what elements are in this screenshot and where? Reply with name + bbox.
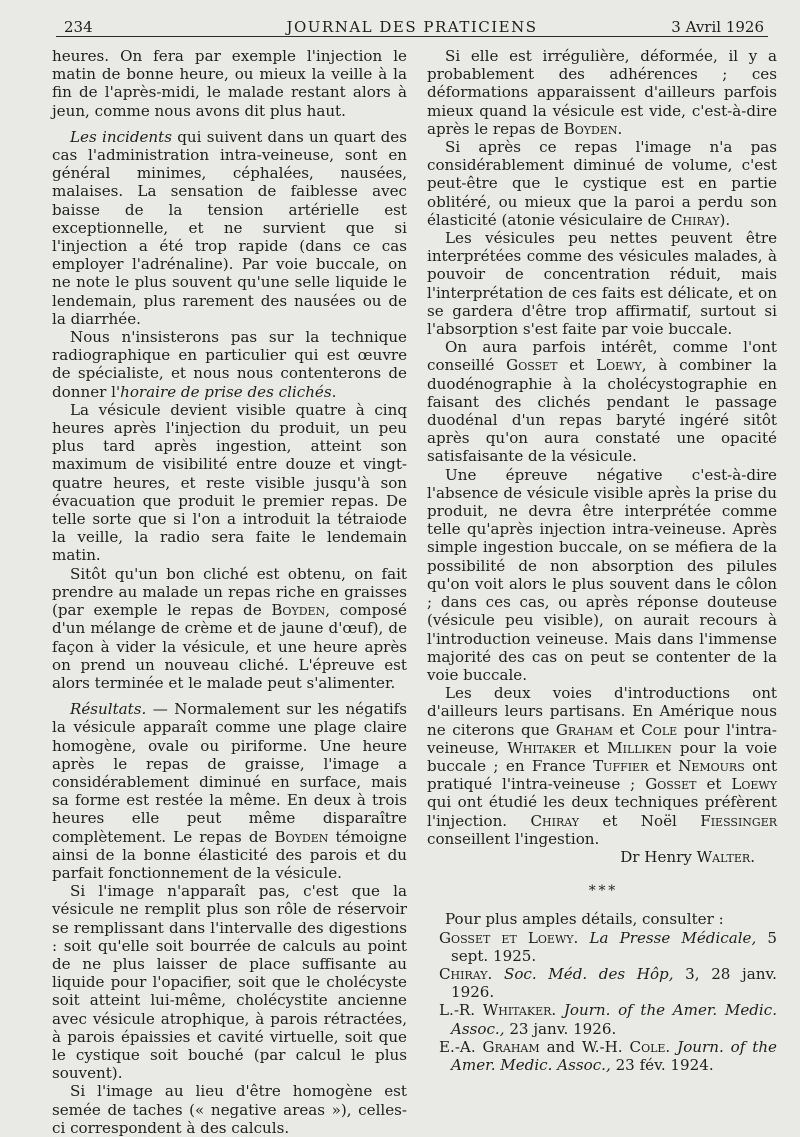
run-in-heading: Les incidents <box>70 127 172 146</box>
paragraph: Nous n'insisterons pas sur la technique radiographique en particulier qui est œuvre de spécialiste, et nous nous contenterons de donner l'horaire de prise des clichés. <box>52 328 407 401</box>
paragraph: Les vésicules peu nettes peuvent être interprétées comme des vésicules malades, à pouvoir de concentration réduit, mais l'interprétation de ces faits est délicate, et on se gardera d'être trop affirmatif, surtout si l'absorption s'est faite par voie buccale. <box>427 229 777 339</box>
paragraph: On aura parfois intérêt, comme l'ont conseillé Gosset et Loewy, à combiner la duodénographie à la cholécystographie en faisant des clichés pendant le passage duodénal d'un repas baryté ingéré sitôt après qu'on aura constaté une opacité satisfaisante de la vésicule. <box>427 338 778 466</box>
reference-item: E.-A. Graham and W.-H. Cole. Journ. of the Amer. Medic. Assoc., 23 fév. 1924. <box>439 1037 777 1074</box>
issue-date: 3 Avril 1926 <box>671 18 764 36</box>
paragraph: Les deux voies d'introductions ont d'ailleurs leurs partisans. En Amérique nous ne citerons que Graham et Cole pour l'intra-veineuse, Whitaker et Milliken pour la voie buccale ; en France Tuffier et Nemours ont pratiqué l'intra-veineuse ; Gosset et Loewy qui ont étudié les deux techniques préfèrent l'injection. Chiray et Noël Fiessinger conseillent l'ingestion. <box>427 684 778 848</box>
author-signature: Dr Henry Walter. <box>620 847 755 866</box>
references-intro: Pour plus amples détails, consulter : <box>445 910 724 929</box>
paragraph: heures. On fera par exemple l'injection le matin de bonne heure, ou mieux la veille à la fin de l'après-midi, le malade restant alors à jeun, comme nous avons dit plus haut. <box>52 47 407 120</box>
paragraph: La vésicule devient visible quatre à cinq heures après l'injection du produit, un peu plus tard après ingestion, atteint son maximum de visibilité entre douze et vingt-quatre heures, et reste visible jusqu'à son évacuation que produit le premier repas. De telle sorte que si l'on a introduit la tétraiode la veille, la radio sera faite le lendemain matin. <box>52 400 407 565</box>
reference-item: Gosset et Loewy. La Presse Médicale, 5 sept. 1925. <box>439 928 778 965</box>
journal-title: JOURNAL DES PRATICIENS <box>286 18 538 36</box>
paragraph-resultats: Résultats. — Normalement sur les négatifs la vésicule apparaît comme une plage claire homogène, ovale ou piriforme. Une heure après le repas de graisse, l'image a considérablement diminué en surface, mais sa forme est restée la même. En deux à trois heures elle peut même disparaître complètement. Le repas de Boyden témoigne ainsi de la bonne élasticité des parois et du parfait fonctionnement de la vésicule. <box>52 700 407 882</box>
reference-item: L.-R. Whitaker. Journ. of the Amer. Medic. Assoc., 23 janv. 1926. <box>439 1001 777 1038</box>
running-header <box>56 14 768 37</box>
paragraph: Si l'image n'apparaît pas, c'est que la vésicule ne remplit plus son rôle de réservoir se remplissant dans l'intervalle des digestions : soit qu'elle soit bourrée de calculs au point de ne plus laisser de place suffisante au liquide pour l'opacifier, soit que le cholécyste soit atteint lui-même, cholécystite ancienne avec vésicule atrophique, à parois rétractées, à parois épaissies et cavité virtuelle, soit que le cystique soit bouché (par calcul le plus souvent). <box>52 882 407 1083</box>
page-number: 234 <box>64 18 93 36</box>
reference-item: Chiray. Soc. Méd. des Hôp, 3, 28 janv. 1926. <box>439 964 777 1002</box>
paragraph: Si elle est irrégulière, déformée, il y a probablement des adhérences ; ces déformations apparaissent d'ailleurs parfois mieux quand la vésicule est vide, c'est-à-dire après le repas de Boyden. <box>427 47 777 138</box>
paragraph: Une épreuve négative c'est-à-dire l'absence de vésicule visible après la prise du produit, ne devra être interprétée comme telle qu'après injection intra-veineuse. Après simple ingestion buccale, on se méfiera de la possibilité de non absorption des pilules qu'on voit alors le plus souvent dans le côlon ; dans ces cas, ou après réponse douteuse (vésicule peu visible), on aurait recours à l'introduction veineuse. Mais dans l'immense majorité des cas on peut se contenter de la voie buccale. <box>427 465 777 684</box>
right-column <box>427 47 777 1074</box>
run-in-heading: Résultats. <box>70 700 147 719</box>
paragraph-incidents: Les incidents qui suivent dans un quart des cas l'administration intra-veineuse, sont en général minimes, céphalées, nausées, malaises. La sensation de faiblesse avec baisse de la tension artérielle est exceptionnelle, et ne survient que si l'injection a été trop rapide (dans ce cas employer l'adrénaline). Par voie buccale, on ne note le plus souvent qu'une selle liquide le lendemain, plus rarement des nausées ou de la diarrhée. <box>52 127 407 328</box>
paragraph: Si l'image au lieu d'être homogène est semée de taches (« negative areas »), celles-ci correspondent à des calculs. <box>52 1082 407 1137</box>
paragraph: Sitôt qu'un bon cliché est obtenu, on fait prendre au malade un repas riche en graisses (par exemple le repas de Boyden, composé d'un mélange de crème et de jaune d'œuf), de façon à vider la vésicule, et une heure après on prend un nouveau cliché. L'épreuve est alors terminée et le malade peut s'alimenter. <box>52 564 407 692</box>
section-separator: * * * <box>588 883 616 900</box>
paragraph: Si après ce repas l'image n'a pas considérablement diminué de volume, c'est peut-être que le cystique est en partie oblitéré, ou mieux que la paroi a perdu son élasticité (atonie vésiculaire de Chiray). <box>427 138 777 229</box>
left-column <box>52 47 407 1137</box>
